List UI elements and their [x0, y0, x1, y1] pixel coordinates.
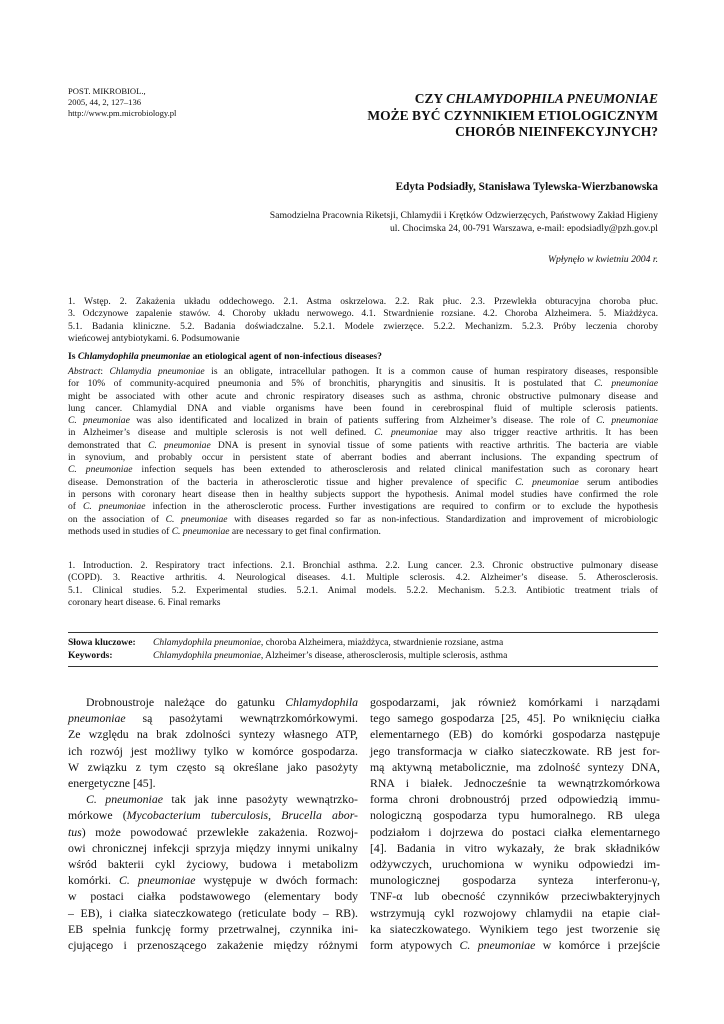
body-column-right — [370, 694, 660, 953]
title-line-3: CHORÓB NIEINFEKCYJNYCH? — [455, 124, 658, 139]
body-text-line: mą aktywną metabolicznie, ma zdolność syntezy DNA, — [370, 759, 660, 774]
body-text-line: owi chronicznej infekcji sprzyja między innymi unikalny — [68, 840, 358, 855]
toc-line: wieńcowej antybiotykami. 6. Podsumowanie — [68, 332, 240, 344]
body-text-line: ich rozwój jest możliwy tylko w komórce gospodarza. — [68, 743, 358, 758]
toc-line: coronary heart disease. 6. Final remarks — [68, 596, 221, 608]
toc-line: 1. Introduction. 2. Respiratory tract infections. 2.1. Bronchial asthma. 2.2. Lung cancer. 2.3. Chronic obstructive pulmonary disease — [68, 560, 658, 571]
body-text-line: nologiczną gospodarza typu humoralnego. RB ulega — [370, 808, 660, 823]
body-text-line: cjującego i przenoszącego zakażenie między różnymi — [68, 938, 358, 953]
body-text-line: [4]. Badania in vitro wykazały, że brak składników — [370, 840, 660, 855]
body-column-left — [68, 694, 358, 953]
authors: Edyta Podsiadły, Stanisława Tylewska-Wierzbanowska — [395, 181, 658, 193]
body-text-line: jego transformacja w ciałko siateczkowate. RB jest for- — [370, 743, 660, 758]
title-line-2: MOŻE BYĆ CZYNNIKIEM ETIOLOGICZNYM — [367, 107, 658, 123]
body-text-line: munologicznej gospodarza synteza interferonu-γ, — [370, 873, 660, 888]
affiliation — [98, 209, 658, 235]
body-text-line: form atypowych C. pneumoniae w komórce i przejście — [370, 938, 660, 953]
toc-line: 1. Wstęp. 2. Zakażenia układu oddechowego. 2.1. Astma oskrzelowa. 2.2. Rak płuc. 2.3. Przewlekła obturacyjna choroba płuc. — [68, 296, 658, 307]
abstract-line: disease. Demonstration of the bacteria in atherosclerotic tissue and higher prevalence of specific C. pneumoniae serum antibodies — [68, 476, 658, 488]
abstract-line: lung cancer. Chlamydial DNA and viable organisms have been found in cerebrospinal fluid of multiple sclerosis patients. — [68, 402, 658, 414]
body-text-line: – EB), i ciałka siateczkowatego (reticulate body – RB). — [68, 905, 358, 920]
body-text-line: komórki. C. pneumoniae występuje w dwóch formach: — [68, 873, 358, 888]
toc-line: 3. Odczynowe zapalenie stawów. 4. Choroby układu nerwowego. 4.1. Stwardnienie rozsiane. 4.2. Choroba Alzheimera. 5. Miażdżyca. — [68, 308, 658, 320]
keywords-en: Keywords: Chlamydophila pneumoniae, Alzheimer’s disease, atherosclerosis, multiple sclerosis, asthma — [68, 649, 508, 661]
body-text-line: gospodarzami, jak również komórkami i narządami — [370, 695, 660, 709]
body-text-line: wśród bakterii cykl życiowy, budowa i metabolizm — [68, 857, 358, 872]
body-text-line: Ze względu na brak zdolności syntezy własnego ATP, — [68, 727, 358, 742]
body-text-line: pneumoniae są pasożytami wewnątrzkomórkowymi. — [68, 711, 358, 726]
body-text-line: forma chroni drobnoustrój przed odpowiedzią immu- — [370, 792, 660, 807]
body-text-line: tego samego gospodarza [25, 45]. Po wniknięciu ciałka — [370, 711, 660, 726]
article-title — [288, 91, 658, 141]
keywords-en-label: Keywords: — [68, 649, 113, 661]
journal-citation — [68, 86, 268, 119]
affiliation-line-1: Samodzielna Pracownia Riketsji, Chlamydii i Krętków Odzwierzęcych, Państwowy Zakład Higieny — [269, 210, 658, 221]
keywords-bottom-rule — [68, 666, 658, 667]
body-text-line: mórkowe (Mycobacterium tuberculosis, Brucella abor- — [68, 808, 358, 823]
abstract-line: C. pneumoniae infection sequels has been extended to atherosclerosis and related clinical manifestation such as coronary heart — [68, 464, 658, 476]
toc-line: 5.1. Clinical studies. 5.2. Experimental studies. 5.2.1. Animal models. 5.2.2. Mechanism. 5.2.3. Antibiotic treatment trials of — [68, 584, 658, 596]
body-text-line: w postaci ciałka podstawowego (elementary body — [68, 889, 358, 904]
body-text-line: energetyczne [45]. — [68, 776, 156, 791]
received-date: Wpłynęło w kwietniu 2004 r. — [547, 254, 658, 265]
journal-url[interactable]: http://www.pm.microbiology.pl — [68, 108, 177, 118]
abstract-line: in synovium, and probably occur in persistent state of aberrant bodies and aberrant inclusions. The expanding spectrum of — [68, 452, 658, 464]
journal-name: POST. MIKROBIOL., — [68, 86, 146, 96]
english-title-species: Chlamydophila pneumoniae — [77, 351, 191, 362]
table-of-contents-pl — [68, 296, 658, 345]
keywords-block — [68, 637, 658, 662]
abstract-line: for 10% of community-acquired pneumonia and 5% of bronchitis, pharyngitis and sinusitis. It is postulated that C. pneumoniae — [68, 378, 658, 390]
body-text-line: RNA i białek. Jednocześnie ta wewnątrzkomórkowa — [370, 776, 660, 791]
body-text-line: W związku z tym często są określane jako pasożyty — [68, 759, 358, 774]
abstract — [68, 366, 658, 538]
keywords-pl-label: Słowa kluczowe: — [68, 637, 136, 648]
affiliation-line-2: ul. Chocimska 24, 00-791 Warszawa, e-mail: epodsiadly@pzh.gov.pl — [389, 223, 658, 234]
body-text-line: odżywczych, uruchomiona w wyniku odpowiedzi im- — [370, 857, 660, 872]
abstract-line: might be associated with other acute and chronic respiratory diseases such as asthma, chronic obstructive pulmonary disease and — [68, 390, 658, 402]
abstract-line: C. pneumoniae was also identificated and localized in brain of patients suffering from Alzheimer’s disease. The role of C. pneumoniae — [68, 415, 658, 427]
title-line-1: CZY CHLAMYDOPHILA PNEUMONIAE — [414, 91, 658, 106]
abstract-line: demonstrated that C. pneumoniae DNA is present in synovial tissue of some patients with reactive arthritis. The bacteria are viable — [68, 439, 658, 451]
body-text-line: podziałom i dojrzewa do postaci ciałka elementarnego — [370, 824, 660, 839]
body-text-line: wstrzymują cykl rozwojowy chlamydii na etapie ciał- — [370, 905, 660, 920]
abstract-line: methods used in studies of C. pneumoniae are necessary to get final confirmation. — [68, 525, 381, 537]
body-text-line: EB spełnia funkcję formy przetrwalnej, czynnika ini- — [68, 921, 358, 936]
body-text-line: elementarnego (EB) do komórki gospodarza następuje — [370, 727, 660, 742]
body-text-line: Drobnoustroje należące do gatunku Chlamydophila — [86, 695, 358, 709]
body-text-line: ka siateczkowatego. Wynikiem tego jest tworzenie się — [370, 921, 660, 936]
journal-volume: 2005, 44, 2, 127–136 — [68, 97, 142, 107]
abstract-line: on the association of C. pneumoniae with diseases regarded so far as non-infectious. Standardization and improvement of microbiologic — [68, 513, 658, 525]
keywords-top-rule — [68, 632, 658, 633]
body-text-line: C. pneumoniae tak jak inne pasożyty wewnątrzko- — [86, 792, 358, 807]
toc-line: 5.1. Badania kliniczne. 5.2. Badania doświadczalne. 5.2.1. Modele zwierzęce. 5.2.2. Mechanizm. 5.2.3. Próby leczenia choroby — [68, 320, 658, 332]
abstract-line: in Alzheimer’s disease and multiple sclerosis is not well defined. C. pneumoniae may also trigger reactive arthritis. It has been — [68, 427, 658, 439]
abstract-line: of C. pneumoniae infection in the atherosclerotic process. Further investigations are required to confirm or to exclude the hypothesis — [68, 501, 658, 513]
title-species: CHLAMYDOPHILA PNEUMONIAE — [446, 91, 658, 106]
keywords-pl: Słowa kluczowe: Chlamydophila pneumoniae, choroba Alzheimera, miażdżyca, stwardnienie rozsiane, astma — [68, 637, 504, 648]
abstract-line: Abstract: Chlamydia pneumoniae is an obligate, intracellular pathogen. It is a common cause of human respiratory diseases, responsible — [68, 366, 659, 377]
toc-line: (COPD). 3. Reactive arthritis. 4. Neurological diseases. 4.1. Multiple sclerosis. 4.2. Alzheimer’s disease. 5. Atherosclerosis. — [68, 572, 658, 584]
table-of-contents-en — [68, 560, 658, 609]
body-text-line: TNF-α lub obecność czynników przeciwbakteryjnych — [370, 889, 660, 904]
body-text-line: tus) może powodować przewlekłe zakażenia. Rozwoj- — [68, 824, 358, 839]
english-title: Is Chlamydophila pneumoniae an etiological agent of non-infectious diseases? — [68, 351, 382, 362]
abstract-line: in persons with coronary heart disease then in healthy subjects support the hypothesis. Animal model studies have confirmed the role — [68, 488, 658, 500]
